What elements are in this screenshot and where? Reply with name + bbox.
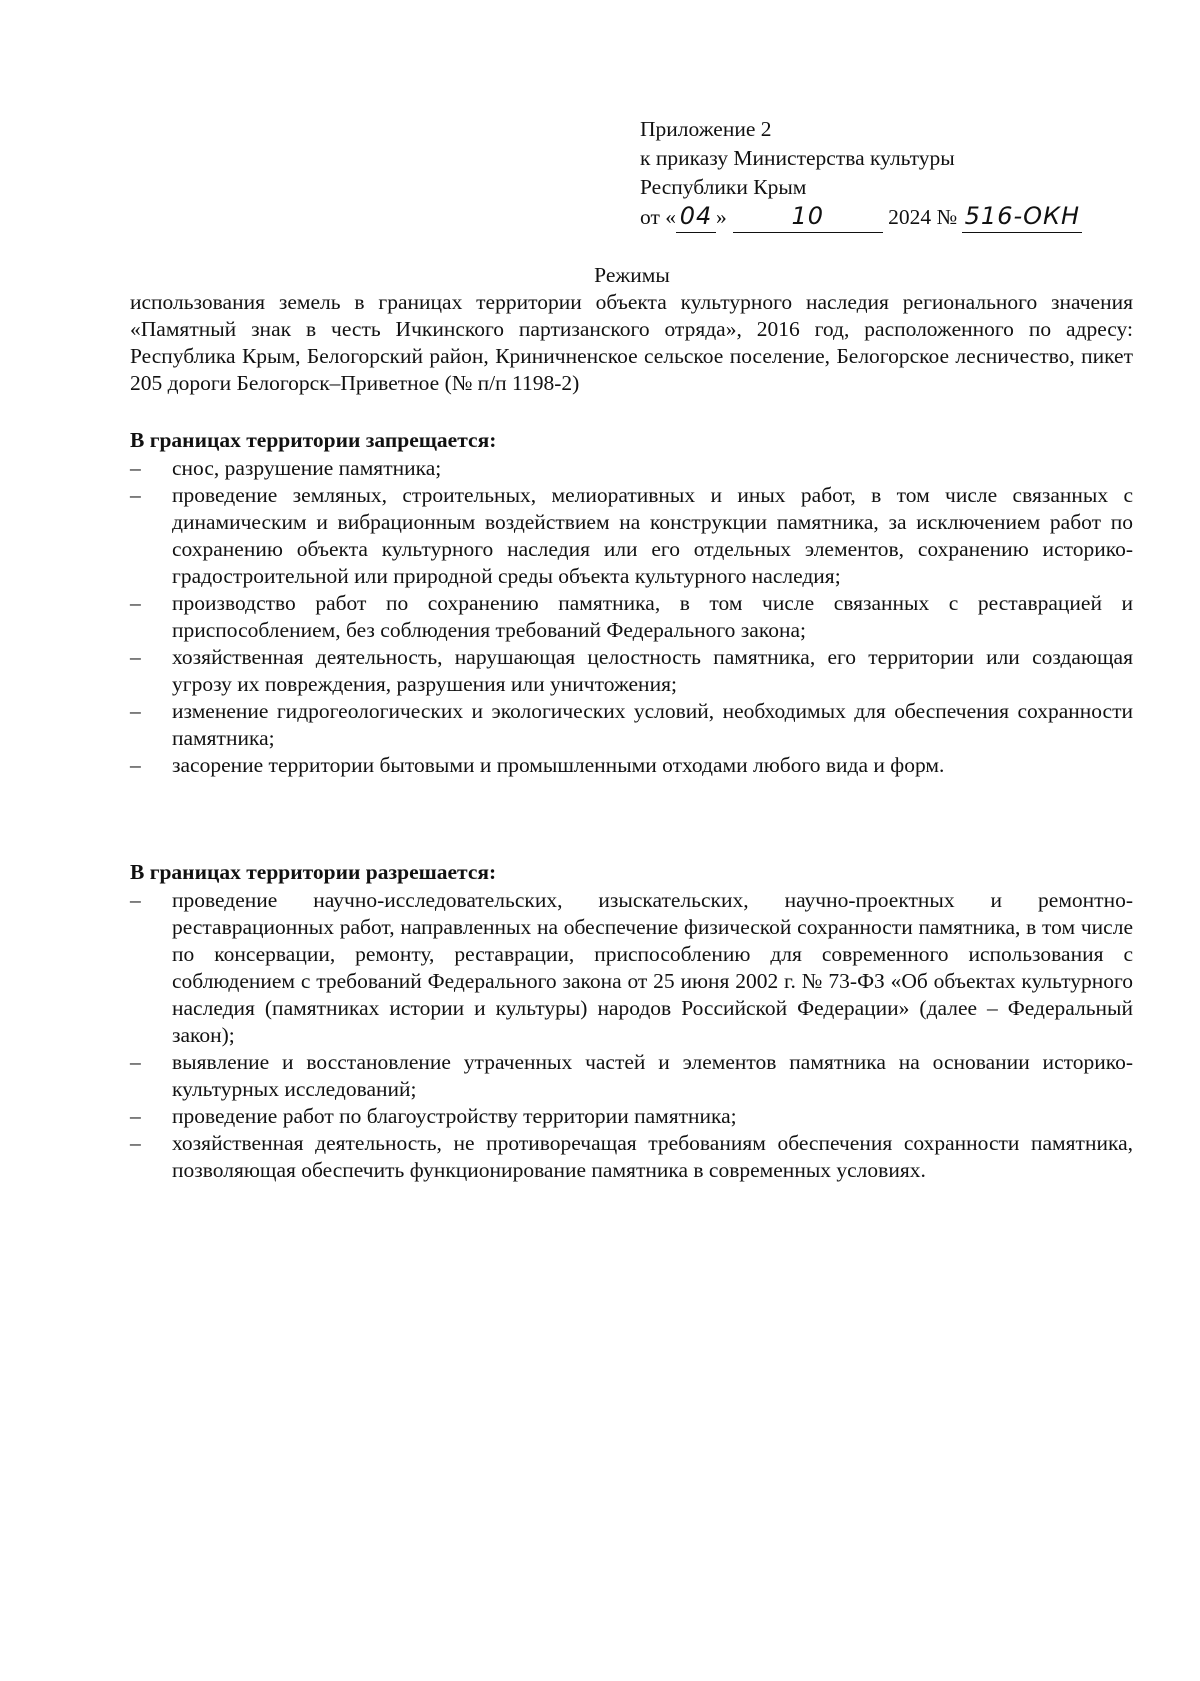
list-item-text: хозяйственная деятельность, не противоречащая требованиям обеспечения сохранности памятника, позволяющая обеспечить функционирование памятника в современных условиях. xyxy=(172,1131,1133,1182)
bullet-dash: – xyxy=(130,591,141,615)
bullet-dash: – xyxy=(130,753,141,777)
permitted-heading: В границах территории разрешается: xyxy=(130,860,497,884)
list-item xyxy=(130,1103,1133,1130)
list-item xyxy=(130,698,1133,752)
list-item xyxy=(130,752,1133,779)
list-item xyxy=(130,590,1133,644)
bullet-dash: – xyxy=(130,1104,141,1128)
date-month-handwritten: 10 xyxy=(791,202,825,230)
order-reference: к приказу Министерства культуры xyxy=(640,146,955,170)
list-item xyxy=(130,455,1133,482)
list-item xyxy=(130,482,1133,590)
list-item-text: проведение земляных, строительных, мелиоративных и иных работ, в том числе связанных с динамическим и вибрационным воздействием на конструкции памятника, за исключением работ по сохранению объекта культурного наследия или его отдельных элементов, сохранению историко-градостроительной или природной среды объекта культурного наследия; xyxy=(172,483,1133,588)
date-prefix: от « xyxy=(640,205,676,229)
list-item xyxy=(130,887,1133,1049)
order-number-handwritten: 516-ОКН xyxy=(964,202,1081,230)
permitted-section xyxy=(130,859,1133,1184)
list-item-text: проведение работ по благоустройству территории памятника; xyxy=(172,1104,737,1128)
date-quote-close: » xyxy=(716,205,727,229)
document-title: Режимы xyxy=(594,263,670,287)
prohibited-list xyxy=(130,455,1133,779)
date-day-field xyxy=(676,202,716,233)
date-year: 2024 № xyxy=(888,205,958,229)
list-item xyxy=(130,1049,1133,1103)
prohibited-section xyxy=(130,427,1133,779)
appendix-header xyxy=(640,115,1160,233)
bullet-dash: – xyxy=(130,645,141,669)
republic-name: Республики Крым xyxy=(640,175,807,199)
list-item-text: производство работ по сохранению памятника, в том числе связанных с реставрацией и приспособлением, без соблюдения требований Федерального закона; xyxy=(172,591,1133,642)
prohibited-heading: В границах территории запрещается: xyxy=(130,428,497,452)
bullet-dash: – xyxy=(130,1050,141,1074)
list-item xyxy=(130,1130,1133,1184)
bullet-dash: – xyxy=(130,1131,141,1155)
list-item-text: хозяйственная деятельность, нарушающая целостность памятника, его территории или создающая угрозу их повреждения, разрушения или уничтожения; xyxy=(172,645,1133,696)
bullet-dash: – xyxy=(130,699,141,723)
order-date-line xyxy=(640,202,1160,233)
list-item xyxy=(130,644,1133,698)
bullet-dash: – xyxy=(130,888,141,912)
list-item-text: проведение научно-исследовательских, изыскательских, научно-проектных и ремонтно-реставрационных работ, направленных на обеспечение физической сохранности памятника, в том числе по консервации, ремонту, реставрации, приспособлению для современного использования с соблюдением с требований Федерального закона от 25 июня 2002 г. № 73-ФЗ «Об объектах культурного наследия (памятниках истории и культуры) народов Российской Федерации» (далее – Федеральный закон); xyxy=(172,888,1133,1047)
list-item-text: снос, разрушение памятника; xyxy=(172,456,442,480)
order-number-field xyxy=(962,202,1082,233)
bullet-dash: – xyxy=(130,456,141,480)
date-month-field xyxy=(733,202,883,233)
document-intro: использования земель в границах территории объекта культурного наследия регионального значения «Памятный знак в честь Ичкинского партизанского отряда», 2016 год, расположенного по адресу: Республика Крым, Белогорский район, Криничненское сельское поселение, Белогорское лесничество, пикет 205 дороги Белогорск–Приветное (№ п/п 1198-2) xyxy=(130,290,1133,395)
list-item-text: изменение гидрогеологических и экологических условий, необходимых для обеспечения сохранности памятника; xyxy=(172,699,1133,750)
list-item-text: засорение территории бытовыми и промышленными отходами любого вида и форм. xyxy=(172,753,945,777)
appendix-label: Приложение 2 xyxy=(640,117,772,141)
bullet-dash: – xyxy=(130,483,141,507)
list-item-text: выявление и восстановление утраченных частей и элементов памятника на основании историко-культурных исследований; xyxy=(172,1050,1133,1101)
date-day-handwritten: 04 xyxy=(679,202,713,230)
permitted-list xyxy=(130,887,1133,1184)
